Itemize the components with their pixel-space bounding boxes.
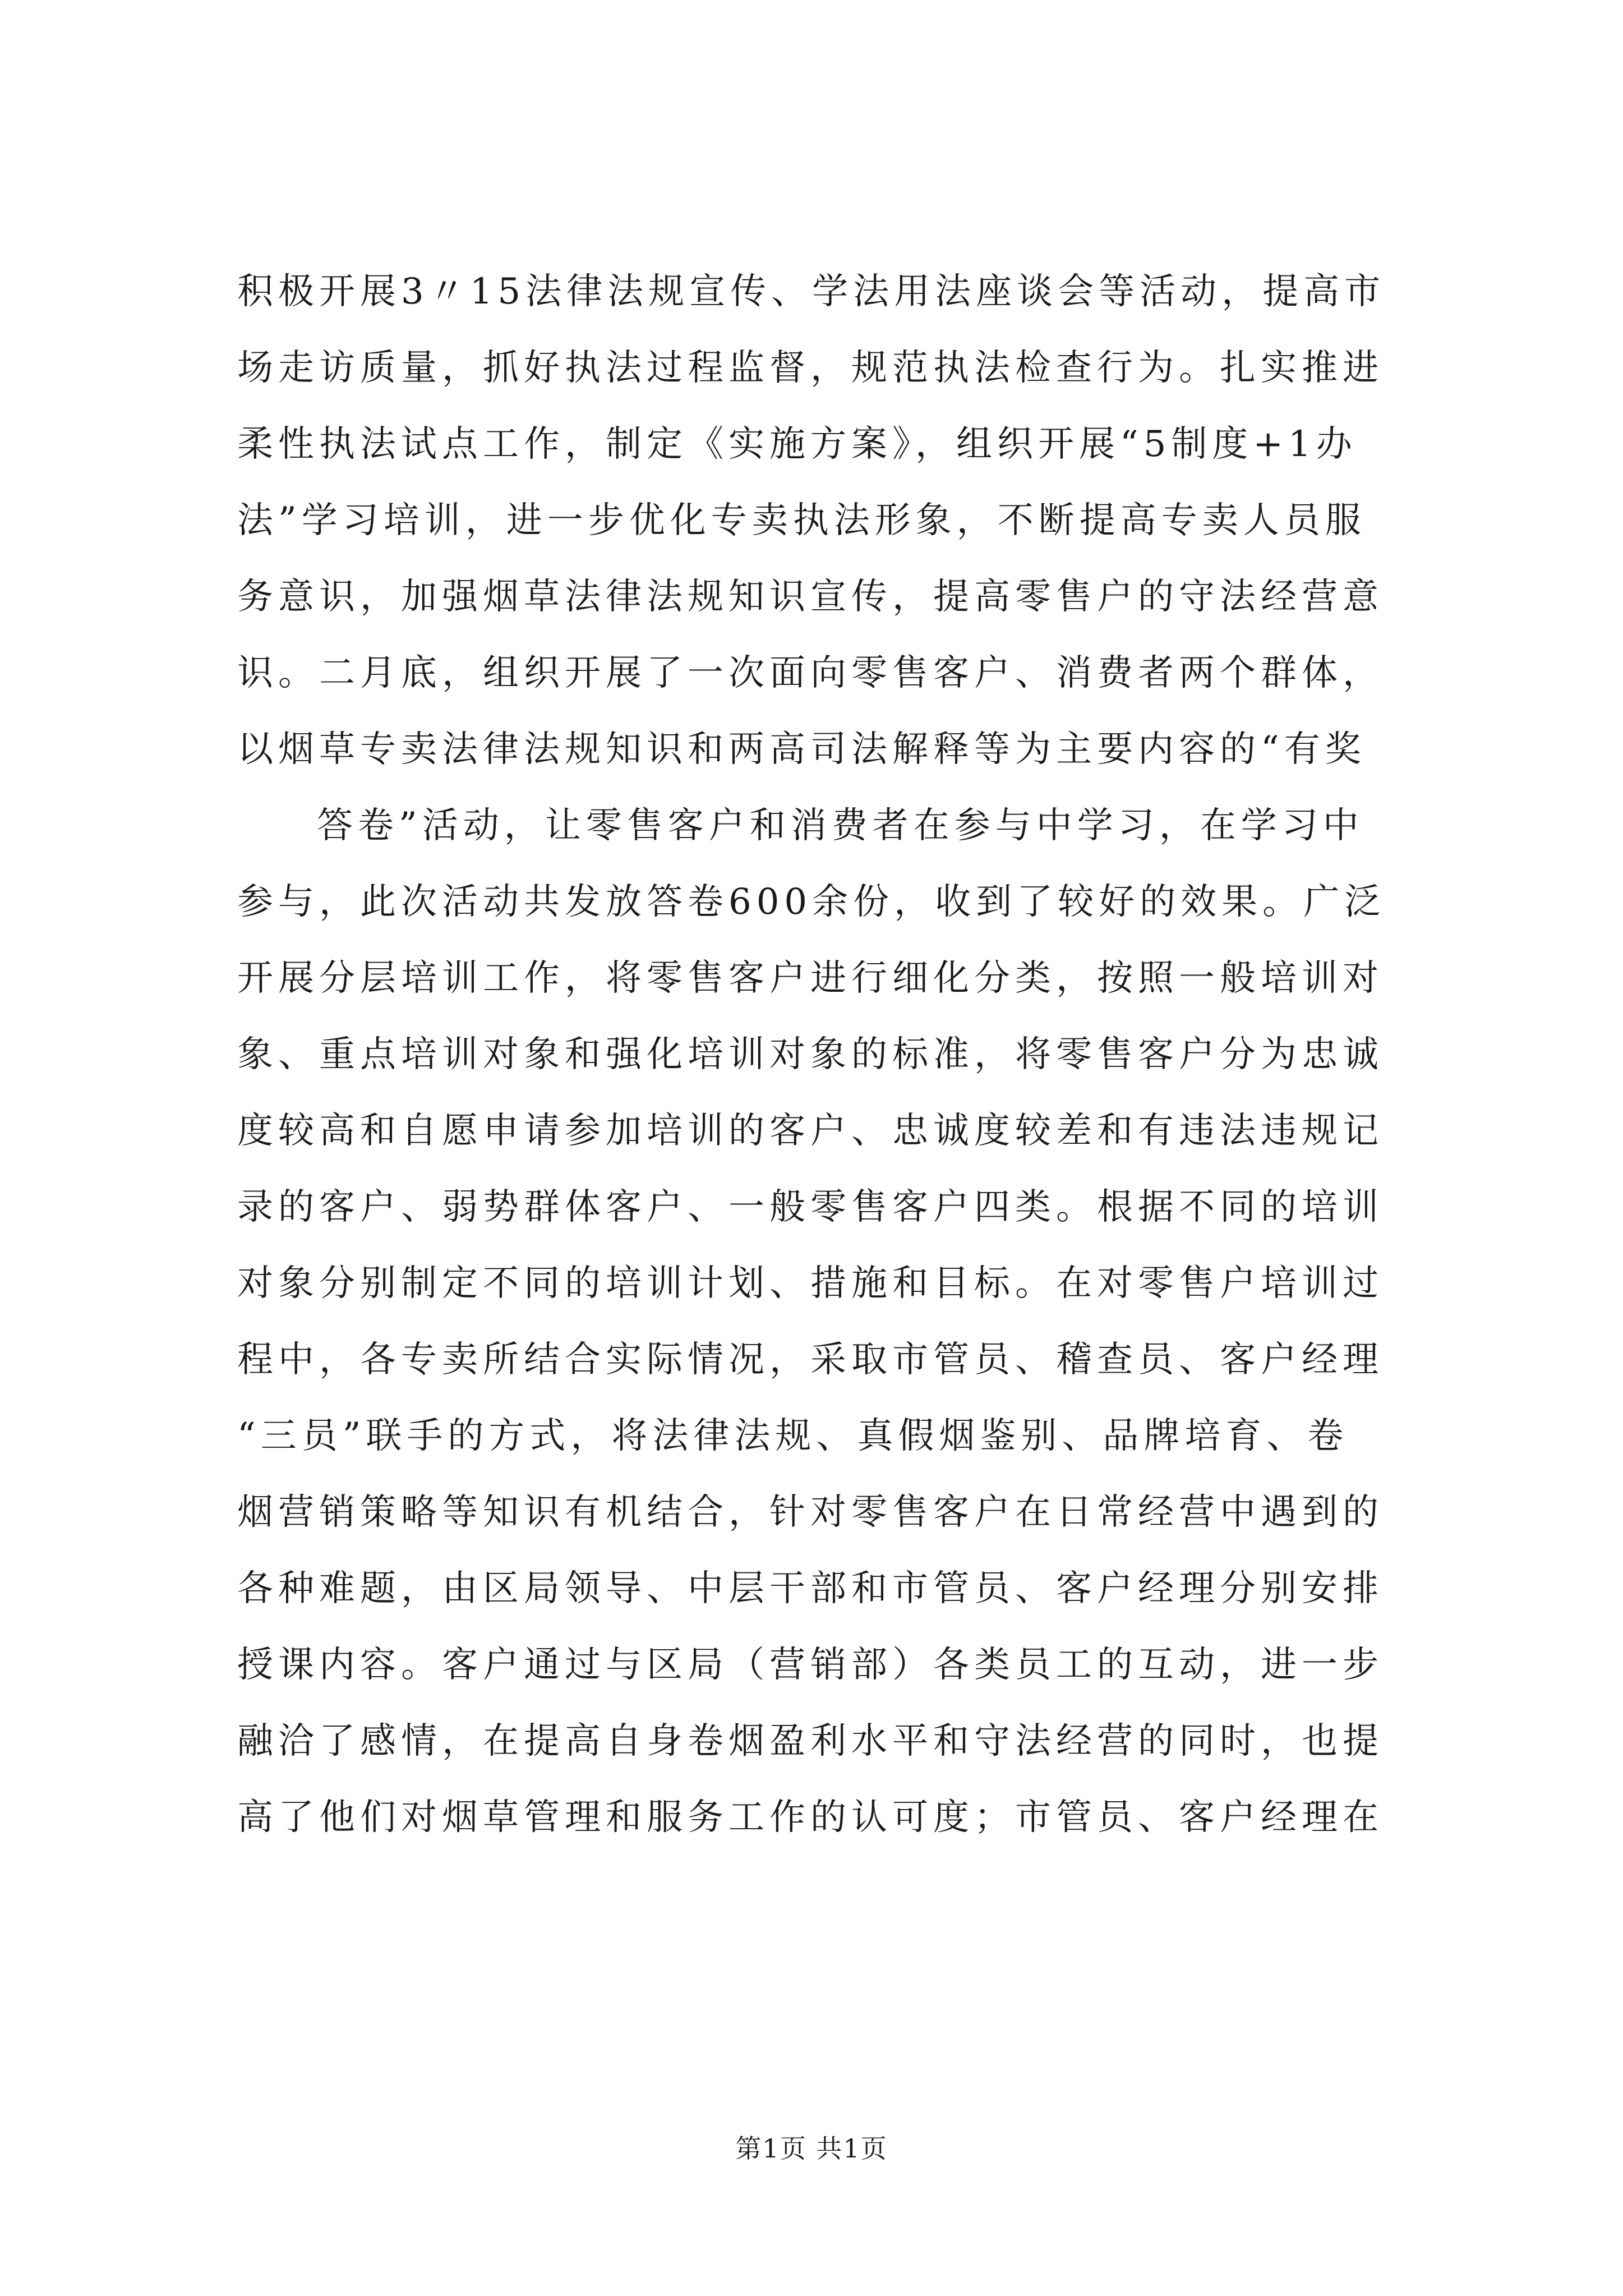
page-footer [0, 2132, 1623, 2165]
text-line: 烟营销策略等知识有机结合，针对零售客户在日常经营中遇到的 [237, 1492, 1384, 1533]
text-line: 柔性执法试点工作，制定《实施方案》，组织开展“5制度+1办 [237, 424, 1357, 465]
text-line: 积极开展3〃15法律法规宣传、学法用法座谈会等活动，提高市 [237, 271, 1386, 312]
text-line: 授课内容。客户通过与区局（营销部）各类员工的互动，进一步 [237, 1644, 1384, 1686]
text-line: 象、重点培训对象和强化培训对象的标准，将零售客户分为忠诚 [237, 1034, 1384, 1075]
text-line: 对象分别制定不同的培训计划、措施和目标。在对零售户培训过 [237, 1263, 1384, 1304]
text-line: 录的客户、弱势群体客户、一般零售客户四类。根据不同的培训 [237, 1186, 1384, 1228]
page-number-label: 第1页 共1页 [735, 2133, 888, 2164]
text-line: 参与，此次活动共发放答卷600余份，收到了较好的效果。广泛 [237, 881, 1386, 923]
text-line: 高了他们对烟草管理和服务工作的认可度；市管员、客户经理在 [237, 1797, 1384, 1838]
text-line-indented: 答卷”活动，让零售客户和消费者在参与中学习，在学习中 [317, 805, 1364, 846]
text-line: 各种难题，由区局领导、中层干部和市管员、客户经理分别安排 [237, 1568, 1384, 1609]
text-line: 识。二月底，组织开展了一次面向零售客户、消费者两个群体， [237, 652, 1384, 694]
document-body [237, 254, 1421, 1856]
text-line: 以烟草专卖法律法规知识和两高司法解释等为主要内容的“有奖 [237, 729, 1366, 770]
text-line: 开展分层培训工作，将零售客户进行细化分类，按照一般培训对 [237, 958, 1384, 999]
text-line: 融洽了感情，在提高自身卷烟盈利水平和守法经营的同时，也提 [237, 1720, 1384, 1762]
text-line: 程中，各专卖所结合实际情况，采取市管员、稽查员、客户经理 [237, 1339, 1384, 1381]
text-line: 场走访质量，抓好执法过程监督，规范执法检查行为。扎实推进 [237, 347, 1384, 389]
text-line: “三员”联手的方式，将法律法规、真假烟鉴别、品牌培育、卷 [237, 1415, 1349, 1457]
text-line: 法”学习培训，进一步优化专卖执法形象，不断提高专卖人员服 [237, 500, 1366, 541]
text-line: 度较高和自愿申请参加培训的客户、忠诚度较差和有违法违规记 [237, 1110, 1384, 1152]
text-line: 务意识，加强烟草法律法规知识宣传，提高零售户的守法经营意 [237, 576, 1384, 618]
